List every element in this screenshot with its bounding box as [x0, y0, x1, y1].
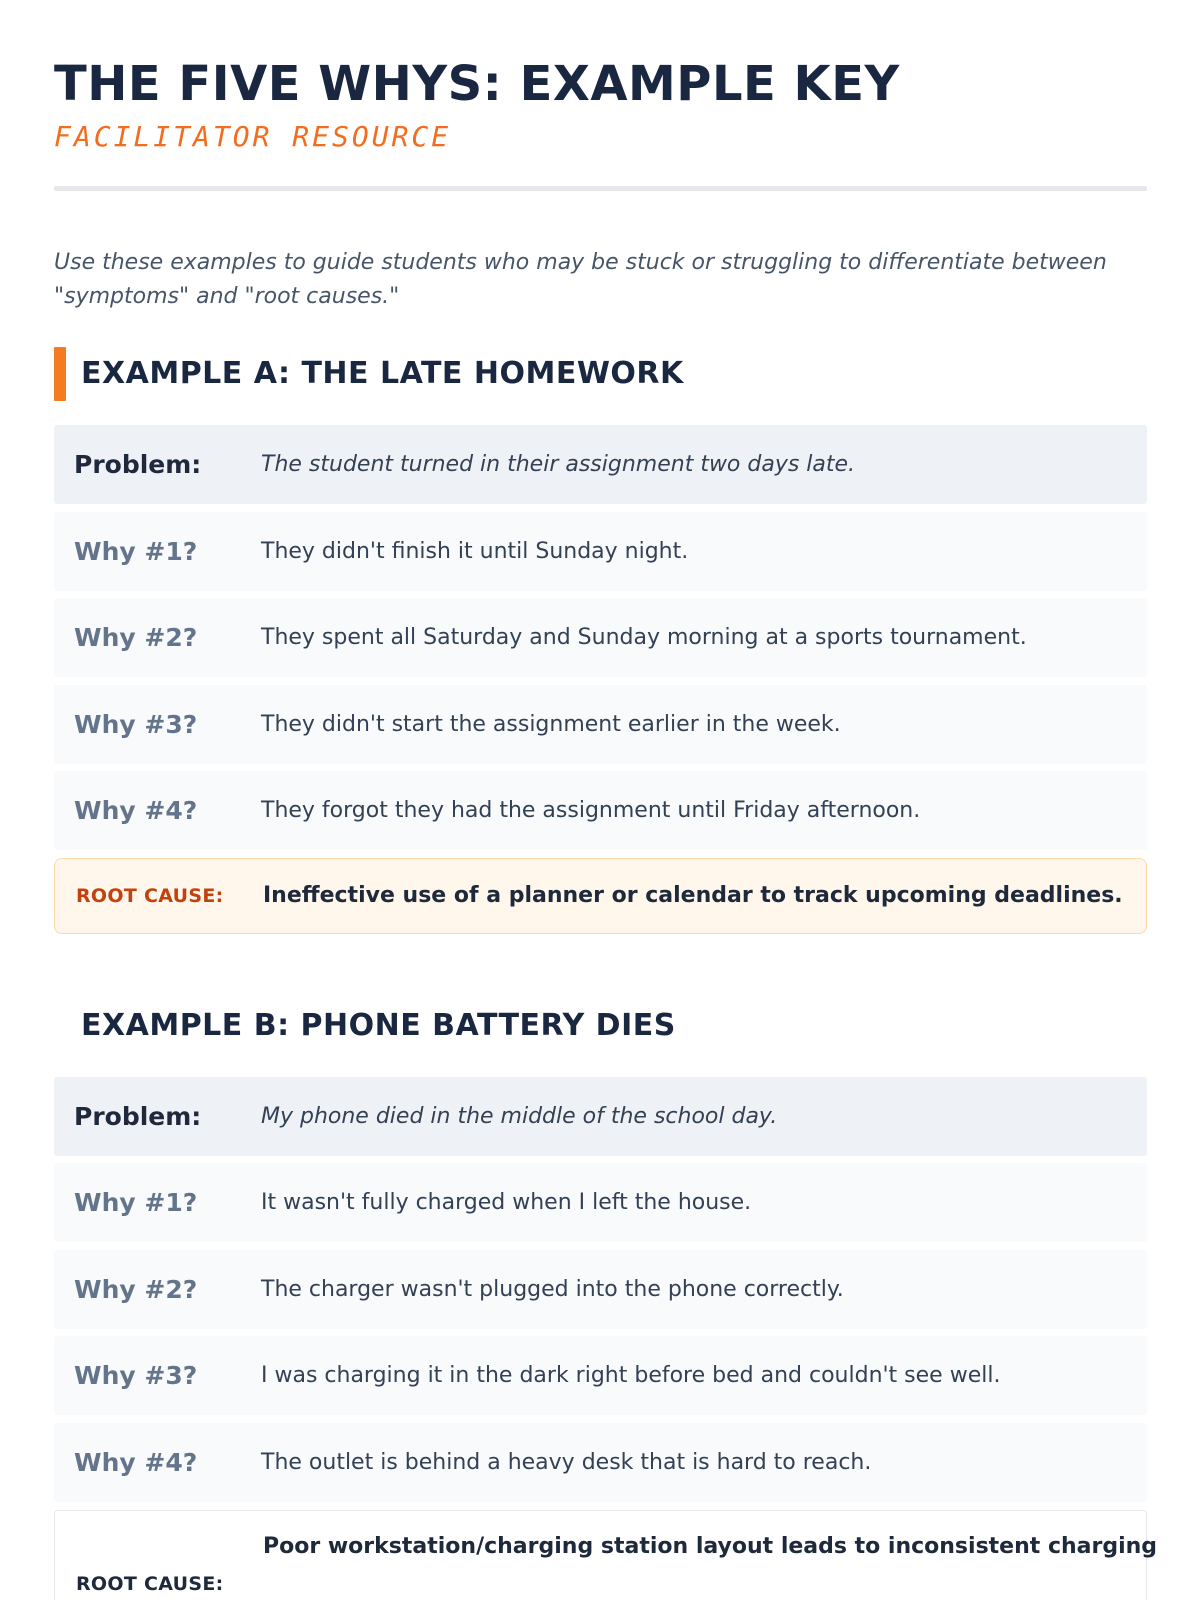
example-a-problem-row — [54, 425, 1147, 504]
page-title: THE FIVE WHYS: EXAMPLE KEY — [54, 56, 900, 112]
example-a-why-1-row — [54, 512, 1147, 591]
why-label: Why #2? — [74, 1275, 198, 1304]
example-b-problem-row — [54, 1077, 1147, 1156]
why-label: Why #2? — [74, 623, 198, 652]
section-accent-bar — [54, 347, 66, 401]
example-a-why-2-row — [54, 598, 1147, 677]
example-b-why-4-row — [54, 1423, 1147, 1502]
why-label: Why #1? — [74, 537, 198, 566]
root-cause-text: Ineffective use of a planner or calendar to track upcoming deadlines. — [263, 883, 1123, 908]
why-text: They spent all Saturday and Sunday morning at a sports tournament. — [261, 625, 1027, 650]
example-a-why-3-row — [54, 685, 1147, 764]
why-label: Why #4? — [74, 1448, 198, 1477]
document-page — [54, 0, 1158, 1600]
why-label: Why #3? — [74, 1361, 198, 1390]
problem-label: Problem: — [74, 450, 202, 479]
problem-label: Problem: — [74, 1102, 202, 1131]
root-cause-label: ROOT CAUSE: — [76, 885, 224, 907]
why-text: They didn't start the assignment earlier in the week. — [261, 712, 841, 737]
why-label: Why #4? — [74, 796, 198, 825]
example-b-title: EXAMPLE B: PHONE BATTERY DIES — [81, 1008, 676, 1043]
example-b-why-3-row — [54, 1336, 1147, 1415]
example-a-root-cause-row — [54, 858, 1147, 934]
why-text: The charger wasn't plugged into the phone correctly. — [261, 1277, 844, 1302]
example-b-root-cause-row — [54, 1510, 1158, 1600]
page-subtitle: FACILITATOR RESOURCE — [54, 120, 452, 153]
example-b-heading — [54, 999, 1147, 1053]
why-label: Why #3? — [74, 710, 198, 739]
example-a-title: EXAMPLE A: THE LATE HOMEWORK — [81, 356, 684, 391]
example-a-heading — [54, 347, 1147, 401]
why-text: They forgot they had the assignment until Friday afternoon. — [261, 798, 921, 823]
problem-text: The student turned in their assignment two days late. — [261, 452, 856, 477]
why-text: It wasn't fully charged when I left the house. — [261, 1190, 752, 1215]
why-text: I was charging it in the dark right before bed and couldn't see well. — [261, 1363, 1001, 1388]
root-cause-text: Poor workstation/charging station layout leads to inconsistent charging — [263, 1534, 1158, 1559]
why-label: Why #1? — [74, 1188, 198, 1217]
why-text: The outlet is behind a heavy desk that is hard to reach. — [261, 1450, 872, 1475]
root-cause-label: ROOT CAUSE: — [76, 1573, 224, 1595]
example-a-why-4-row — [54, 771, 1147, 850]
example-b-why-2-row — [54, 1250, 1147, 1329]
why-text: They didn't finish it until Sunday night. — [261, 539, 689, 564]
intro-text: Use these examples to guide students who may be stuck or struggling to differentiate between "symptoms" and "root causes." — [54, 250, 1107, 309]
example-b-why-1-row — [54, 1163, 1147, 1242]
header-divider — [54, 186, 1147, 191]
problem-text: My phone died in the middle of the school day. — [261, 1104, 778, 1129]
